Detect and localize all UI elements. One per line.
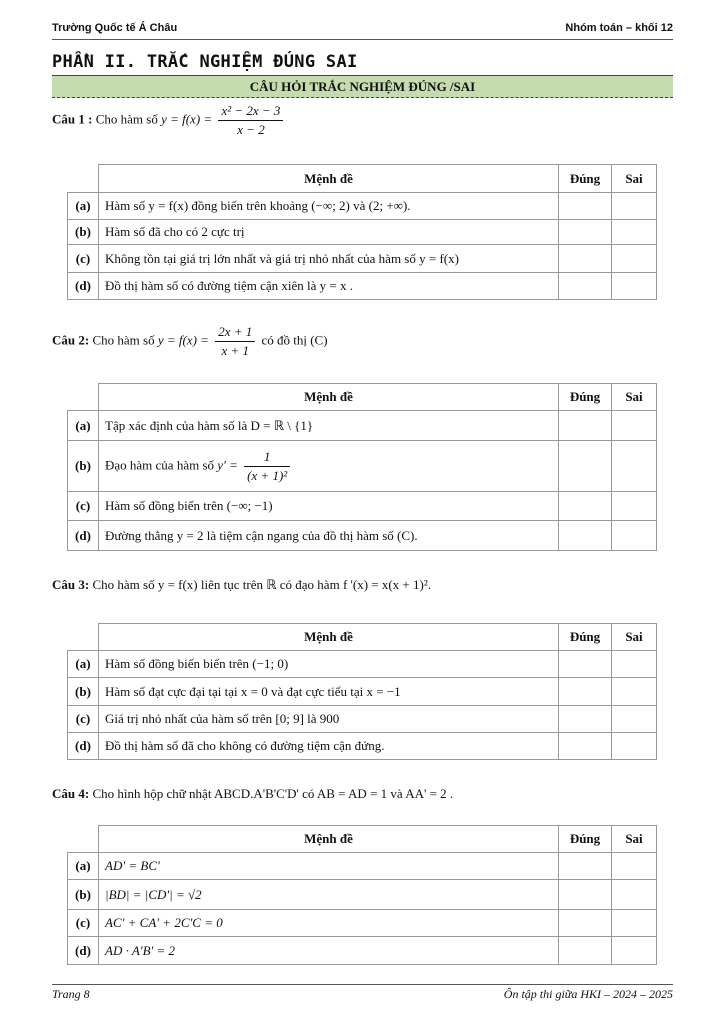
false-header: Sai — [612, 624, 657, 651]
statement-text: Đường thẳng y = 2 là tiệm cận ngang của đồ thị hàm số (C). — [99, 521, 559, 551]
false-answer-cell[interactable] — [612, 853, 657, 880]
formula: y = f(x) = — [161, 111, 213, 127]
false-answer-cell[interactable] — [612, 651, 657, 678]
true-header: Đúng — [559, 384, 612, 411]
question-3 — [52, 577, 431, 593]
table-header-row — [68, 165, 657, 193]
header-divider — [52, 39, 673, 40]
statement-text: AD · A'B' = 2 — [99, 937, 559, 965]
false-answer-cell[interactable] — [612, 880, 657, 910]
true-header: Đúng — [559, 165, 612, 193]
statement-text: |BD| = |CD'| = √2 — [99, 880, 559, 910]
question-4 — [52, 786, 453, 802]
table-row — [68, 273, 657, 300]
true-answer-cell[interactable] — [559, 411, 612, 441]
true-answer-cell[interactable] — [559, 273, 612, 300]
table-row — [68, 910, 657, 937]
statement-cell — [99, 441, 559, 492]
row-label: (a) — [68, 411, 99, 441]
table-row — [68, 706, 657, 733]
false-answer-cell[interactable] — [612, 245, 657, 273]
false-answer-cell[interactable] — [612, 220, 657, 245]
statement-text: Tập xác định của hàm số là D = ℝ \ {1} — [99, 411, 559, 441]
question-1-table — [67, 164, 657, 300]
fraction — [218, 103, 283, 138]
false-answer-cell[interactable] — [612, 706, 657, 733]
false-answer-cell[interactable] — [612, 521, 657, 551]
table-row — [68, 678, 657, 706]
question-2-table — [67, 383, 657, 551]
true-answer-cell[interactable] — [559, 678, 612, 706]
table-row — [68, 853, 657, 880]
row-label: (a) — [68, 193, 99, 220]
true-answer-cell[interactable] — [559, 521, 612, 551]
row-label: (b) — [68, 678, 99, 706]
table-row — [68, 880, 657, 910]
statement-text: Đồ thị hàm số đã cho không có đường tiệm cận đứng. — [99, 733, 559, 760]
true-answer-cell[interactable] — [559, 910, 612, 937]
page-number: Trang 8 — [52, 987, 90, 1001]
footer-divider — [52, 984, 673, 985]
fraction-numerator: 2x + 1 — [215, 324, 255, 342]
question-3-table — [67, 623, 657, 760]
page-header — [52, 18, 673, 40]
group-name: Nhóm toán – khối 12 — [565, 22, 673, 34]
table-header-row — [68, 624, 657, 651]
row-label: (b) — [68, 441, 99, 492]
fraction-numerator: 1 — [244, 449, 290, 467]
true-answer-cell[interactable] — [559, 245, 612, 273]
table-row — [68, 651, 657, 678]
document-title: Ôn tập thi giữa HKI – 2024 – 2025 — [503, 987, 673, 1001]
table-header-row — [68, 384, 657, 411]
statement-text: Đạo hàm của hàm số — [105, 456, 215, 472]
table-row — [68, 220, 657, 245]
false-answer-cell[interactable] — [612, 273, 657, 300]
table-row — [68, 411, 657, 441]
question-label: Câu 3: — [52, 577, 90, 592]
false-answer-cell[interactable] — [612, 492, 657, 521]
fraction — [215, 324, 255, 359]
row-label: (c) — [68, 245, 99, 273]
row-label: (b) — [68, 880, 99, 910]
statement-text: AC' + CA' + 2C'C = 0 — [99, 910, 559, 937]
row-label: (d) — [68, 733, 99, 760]
false-answer-cell[interactable] — [612, 733, 657, 760]
fraction — [244, 449, 290, 484]
true-answer-cell[interactable] — [559, 706, 612, 733]
table-row — [68, 733, 657, 760]
true-answer-cell[interactable] — [559, 441, 612, 492]
question-2 — [52, 324, 328, 359]
table-row — [68, 245, 657, 273]
statement-text: Hàm số đạt cực đại tại tại x = 0 và đạt cực tiểu tại x = −1 — [99, 678, 559, 706]
true-answer-cell[interactable] — [559, 651, 612, 678]
false-header: Sai — [612, 165, 657, 193]
true-answer-cell[interactable] — [559, 193, 612, 220]
row-label: (a) — [68, 853, 99, 880]
table-row — [68, 193, 657, 220]
formula: y = f(x) = — [157, 332, 209, 348]
statement-text: Không tồn tại giá trị lớn nhất và giá trị nhỏ nhất của hàm số y = f(x) — [99, 245, 559, 273]
false-answer-cell[interactable] — [612, 910, 657, 937]
statement-text: AD' = BC' — [99, 853, 559, 880]
row-label: (c) — [68, 706, 99, 733]
statement-text: Hàm số đã cho có 2 cực trị — [99, 220, 559, 245]
row-label: (c) — [68, 910, 99, 937]
question-label: Câu 1 : — [52, 111, 93, 127]
table-row — [68, 492, 657, 521]
row-label: (c) — [68, 492, 99, 521]
row-label: (d) — [68, 521, 99, 551]
true-answer-cell[interactable] — [559, 220, 612, 245]
question-label: Câu 2: — [52, 332, 90, 348]
table-row — [68, 937, 657, 965]
school-name: Trường Quốc tế Á Châu — [52, 22, 178, 34]
false-header: Sai — [612, 826, 657, 853]
true-answer-cell[interactable] — [559, 937, 612, 965]
fraction-numerator: x² − 2x − 3 — [218, 103, 283, 121]
statement-text: Hàm số y = f(x) đồng biến trên khoảng (−∞; 2) và (2; +∞). — [99, 193, 559, 220]
statement-text: Giá trị nhỏ nhất của hàm số trên [0; 9] là 900 — [99, 706, 559, 733]
true-answer-cell[interactable] — [559, 880, 612, 910]
question-text: Cho hàm số — [95, 111, 158, 127]
true-answer-cell[interactable] — [559, 733, 612, 760]
question-text: Cho hàm số — [92, 332, 155, 348]
fraction-denominator: x + 1 — [221, 343, 249, 358]
question-text: Cho hàm số y = f(x) liên tục trên ℝ có đạo hàm f '(x) = x(x + 1)². — [92, 577, 431, 592]
question-label: Câu 4: — [52, 786, 90, 801]
fraction-denominator: x − 2 — [237, 122, 265, 137]
statement-header: Mệnh đề — [99, 384, 559, 411]
true-answer-cell[interactable] — [559, 853, 612, 880]
statement-header: Mệnh đề — [99, 165, 559, 193]
table-header-row — [68, 826, 657, 853]
statement-text: Hàm số đồng biến trên (−∞; −1) — [99, 492, 559, 521]
row-label: (d) — [68, 937, 99, 965]
false-answer-cell[interactable] — [612, 678, 657, 706]
true-answer-cell[interactable] — [559, 492, 612, 521]
false-answer-cell[interactable] — [612, 193, 657, 220]
statement-header: Mệnh đề — [99, 826, 559, 853]
table-row — [68, 441, 657, 492]
statement-text: Đồ thị hàm số có đường tiệm cận xiên là y = x . — [99, 273, 559, 300]
false-answer-cell[interactable] — [612, 441, 657, 492]
true-header: Đúng — [559, 826, 612, 853]
question-text-tail: có đồ thị (C) — [261, 332, 328, 348]
fraction-denominator: (x + 1)² — [247, 467, 288, 483]
false-answer-cell[interactable] — [612, 937, 657, 965]
statement-text: Hàm số đồng biến biến trên (−1; 0) — [99, 651, 559, 678]
row-label: (a) — [68, 651, 99, 678]
true-header: Đúng — [559, 624, 612, 651]
table-row — [68, 521, 657, 551]
question-text: Cho hình hộp chữ nhật ABCD.A'B'C'D' có AB = AD = 1 và AA' = 2 . — [92, 786, 454, 801]
question-4-table — [67, 825, 657, 965]
question-1 — [52, 103, 286, 138]
row-label: (b) — [68, 220, 99, 245]
section-banner: CÂU HỎI TRẮC NGHIỆM ĐÚNG /SAI — [52, 75, 673, 98]
row-label: (d) — [68, 273, 99, 300]
part-title: PHẦN II. TRẮC NGHIỆM ĐÚNG SAI — [52, 52, 358, 72]
formula: y' = — [217, 456, 238, 472]
false-header: Sai — [612, 384, 657, 411]
false-answer-cell[interactable] — [612, 411, 657, 441]
statement-header: Mệnh đề — [99, 624, 559, 651]
